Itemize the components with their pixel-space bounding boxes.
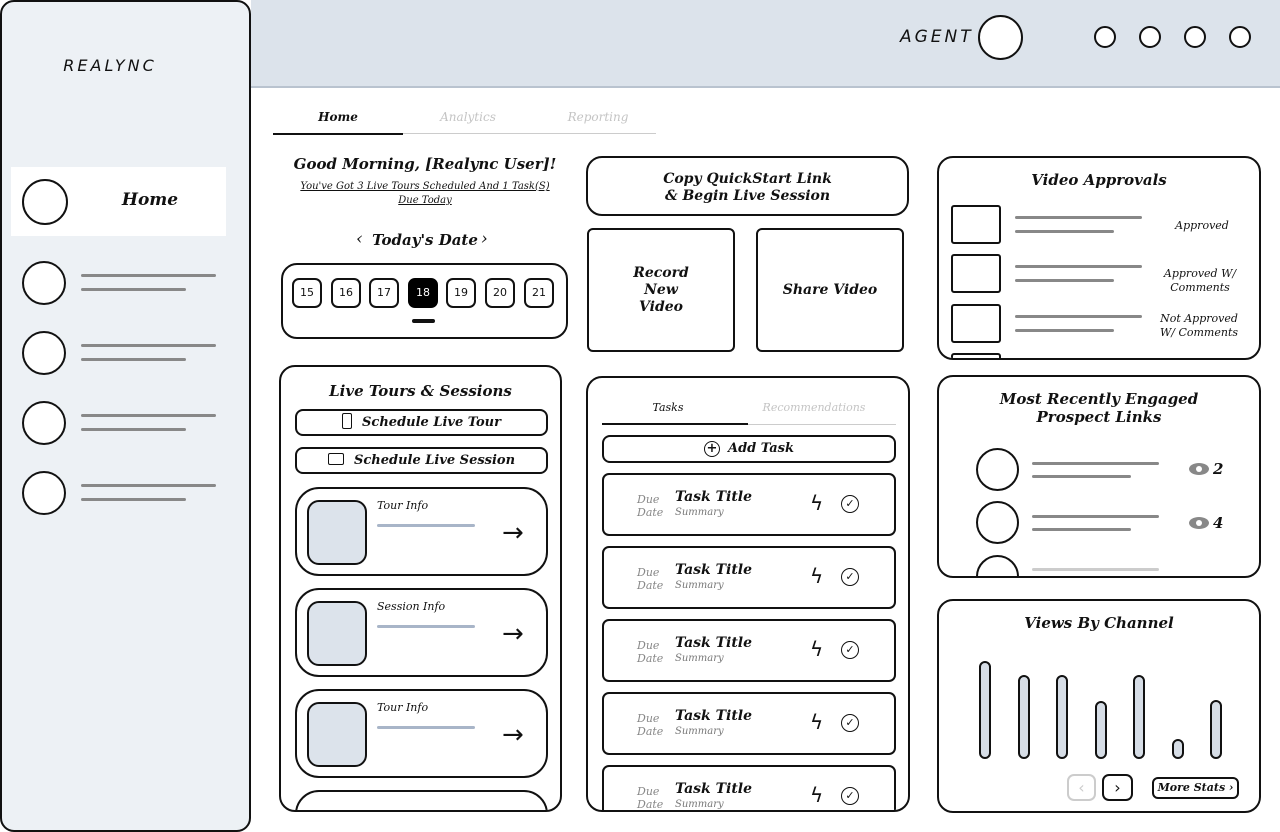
home-icon: [22, 179, 68, 225]
eye-icon: [1189, 463, 1209, 475]
video-thumbnail[interactable]: [951, 254, 1001, 293]
app-logo: REALYNC: [63, 56, 157, 75]
day-21[interactable]: 21: [524, 278, 554, 308]
tab-home[interactable]: Home: [318, 110, 358, 124]
sidebar-item-4[interactable]: [11, 395, 226, 455]
task-summary: Summary: [675, 507, 724, 518]
approval-status: Approved: [1175, 219, 1229, 232]
task-item[interactable]: [602, 765, 896, 812]
lightning-icon[interactable]: ϟ: [810, 564, 824, 588]
selected-day-indicator: [412, 319, 435, 323]
top-header: [251, 0, 1280, 88]
task-due-date: Due Date: [637, 712, 664, 738]
session-card[interactable]: [295, 588, 548, 677]
placeholder-line: [377, 625, 475, 628]
next-date-icon[interactable]: ›: [481, 229, 488, 249]
check-circle-icon[interactable]: ✓: [841, 641, 859, 659]
live-tours-panel: [279, 365, 562, 812]
tour-card-2[interactable]: [295, 689, 548, 778]
add-task-label: Add Task: [728, 441, 794, 456]
share-video-label: Share Video: [782, 282, 878, 298]
header-icon-2[interactable]: [1139, 26, 1161, 48]
day-19[interactable]: 19: [446, 278, 476, 308]
task-title: Task Title: [675, 781, 753, 797]
record-line3: Video: [639, 299, 683, 315]
channel-bar[interactable]: [1210, 700, 1222, 759]
task-due-date: Due Date: [637, 785, 664, 811]
tour-thumbnail: [307, 500, 367, 565]
record-line1: Record: [633, 265, 689, 281]
tour-card-partial[interactable]: [295, 790, 548, 812]
schedule-live-tour-button[interactable]: [295, 409, 548, 436]
sidebar-item-3[interactable]: [11, 325, 226, 385]
placeholder-line: [1032, 475, 1131, 478]
channel-bar[interactable]: [1056, 675, 1068, 759]
sidebar-item-5[interactable]: [11, 465, 226, 525]
nav-placeholder-icon: [22, 331, 66, 375]
schedule-live-tour-label: Schedule Live Tour: [362, 415, 501, 430]
task-title: Task Title: [675, 635, 753, 651]
prev-date-icon[interactable]: ‹: [356, 229, 363, 249]
placeholder-line: [81, 498, 186, 501]
placeholder-line: [1032, 515, 1159, 518]
placeholder-line: [1015, 265, 1142, 268]
live-tours-title: Live Tours & Sessions: [329, 382, 512, 400]
task-summary: Summary: [675, 799, 724, 810]
record-line2: New: [644, 282, 678, 298]
tour-card-1[interactable]: [295, 487, 548, 576]
nav-placeholder-icon: [22, 471, 66, 515]
sidebar-item-home-label: Home: [121, 190, 179, 210]
channel-bar[interactable]: [1095, 701, 1107, 759]
check-circle-icon[interactable]: ✓: [841, 495, 859, 513]
placeholder-line: [81, 428, 186, 431]
tab-active-underline: [273, 133, 403, 135]
lightning-icon[interactable]: ϟ: [810, 710, 824, 734]
prospect-view-count: 2: [1213, 460, 1224, 478]
tab-tasks[interactable]: Tasks: [652, 401, 684, 414]
task-due-date: Due Date: [637, 493, 664, 519]
lightning-icon[interactable]: ϟ: [810, 637, 824, 661]
share-video-button[interactable]: [756, 228, 904, 352]
placeholder-line: [1015, 230, 1114, 233]
approval-status: Not Approved W/ Comments: [1159, 312, 1239, 339]
day-18-selected[interactable]: 18: [408, 278, 438, 308]
nav-placeholder-icon: [22, 261, 66, 305]
placeholder-line: [377, 524, 475, 527]
task-summary: Summary: [675, 726, 724, 737]
task-due-date: Due Date: [637, 566, 664, 592]
day-20[interactable]: 20: [485, 278, 515, 308]
prospects-title: Most Recently Engaged Prospect Links: [999, 390, 1199, 426]
video-approvals-title: Video Approvals: [1031, 171, 1167, 189]
placeholder-line: [1032, 568, 1159, 571]
schedule-live-session-label: Schedule Live Session: [353, 453, 516, 468]
check-circle-icon[interactable]: ✓: [841, 787, 859, 805]
video-thumbnail[interactable]: [951, 304, 1001, 343]
header-icon-4[interactable]: [1229, 26, 1251, 48]
placeholder-line: [81, 414, 216, 417]
prospect-avatar[interactable]: [976, 501, 1019, 544]
more-stats-label: More Stats: [1157, 781, 1226, 794]
check-circle-icon[interactable]: ✓: [841, 568, 859, 586]
task-item[interactable]: [602, 692, 896, 755]
day-15[interactable]: 15: [292, 278, 322, 308]
task-summary: Summary: [675, 653, 724, 664]
chart-next-button[interactable]: ›: [1102, 774, 1133, 801]
check-circle-icon[interactable]: ✓: [841, 714, 859, 732]
agent-avatar[interactable]: [978, 15, 1023, 60]
tour-thumbnail: [307, 702, 367, 767]
prospect-avatar[interactable]: [976, 555, 1019, 578]
tour-info-label: Tour Info: [377, 701, 429, 714]
tab-recommendations[interactable]: Recommendations: [762, 401, 866, 414]
placeholder-line: [1015, 279, 1114, 282]
placeholder-line: [1015, 329, 1114, 332]
session-info-label: Session Info: [377, 600, 446, 613]
quickstart-link-button[interactable]: [586, 156, 909, 216]
phone-icon: [342, 413, 352, 429]
video-thumbnail[interactable]: [951, 205, 1001, 244]
task-due-date: Due Date: [637, 639, 664, 665]
task-title: Task Title: [675, 489, 753, 505]
placeholder-line: [1015, 216, 1142, 219]
lightning-icon[interactable]: ϟ: [810, 783, 824, 807]
channel-bar[interactable]: [1018, 675, 1030, 759]
channel-bar[interactable]: [1172, 739, 1184, 759]
task-item[interactable]: [602, 546, 896, 609]
task-item[interactable]: [602, 473, 896, 536]
tab-reporting[interactable]: Reporting: [567, 110, 629, 124]
lightning-icon[interactable]: ϟ: [810, 491, 824, 515]
tasks-panel: [586, 376, 910, 812]
prospects-panel: [937, 375, 1261, 578]
nav-placeholder-icon: [22, 401, 66, 445]
plus-circle-icon: +: [704, 441, 720, 457]
placeholder-line: [81, 344, 216, 347]
chart-prev-button[interactable]: ‹: [1067, 774, 1096, 801]
arrow-right-icon[interactable]: →: [502, 619, 524, 649]
video-thumbnail[interactable]: [951, 353, 1001, 360]
more-stats-button[interactable]: More Stats ›: [1152, 777, 1239, 799]
add-task-button[interactable]: [602, 435, 896, 463]
placeholder-line: [81, 484, 216, 487]
header-icon-3[interactable]: [1184, 26, 1206, 48]
sidebar-item-2[interactable]: [11, 255, 226, 315]
placeholder-line: [81, 358, 186, 361]
arrow-right-icon[interactable]: →: [502, 720, 524, 750]
placeholder-line: [81, 274, 216, 277]
task-summary: Summary: [675, 580, 724, 591]
approval-status: Approved W/ Comments: [1163, 267, 1237, 294]
placeholder-line: [1032, 462, 1159, 465]
agent-label: AGENT: [900, 27, 974, 47]
header-icon-1[interactable]: [1094, 26, 1116, 48]
views-by-channel-title: Views By Channel: [1024, 614, 1174, 632]
task-title: Task Title: [675, 562, 753, 578]
views-by-channel-panel: [937, 599, 1261, 813]
arrow-right-icon[interactable]: →: [502, 518, 524, 548]
quickstart-line1: Copy QuickStart Link: [663, 171, 832, 187]
greeting-title: Good Morning, [Realync User]!: [293, 155, 557, 173]
monitor-icon: [328, 453, 344, 465]
record-video-button[interactable]: [587, 228, 735, 352]
date-title: Today's Date: [372, 231, 478, 249]
placeholder-line: [81, 288, 186, 291]
day-16[interactable]: 16: [331, 278, 361, 308]
placeholder-line: [1032, 528, 1131, 531]
session-thumbnail: [307, 601, 367, 666]
channel-bar[interactable]: [979, 661, 991, 759]
prospect-avatar[interactable]: [976, 448, 1019, 491]
day-17[interactable]: 17: [369, 278, 399, 308]
tasks-tab-underline: [602, 423, 748, 425]
eye-icon: [1189, 517, 1209, 529]
prospect-view-count: 4: [1213, 514, 1224, 532]
quickstart-line2: & Begin Live Session: [664, 188, 831, 204]
task-item[interactable]: [602, 619, 896, 682]
tour-info-label: Tour Info: [377, 499, 429, 512]
placeholder-line: [377, 726, 475, 729]
placeholder-line: [1015, 315, 1142, 318]
schedule-live-session-button[interactable]: [295, 447, 548, 474]
task-title: Task Title: [675, 708, 753, 724]
greeting-subtitle[interactable]: You've Got 3 Live Tours Scheduled And 1 Task(S) Due Today: [300, 181, 550, 206]
channel-bar[interactable]: [1133, 675, 1145, 759]
tab-analytics[interactable]: Analytics: [440, 110, 496, 124]
video-approvals-panel: [937, 156, 1261, 360]
